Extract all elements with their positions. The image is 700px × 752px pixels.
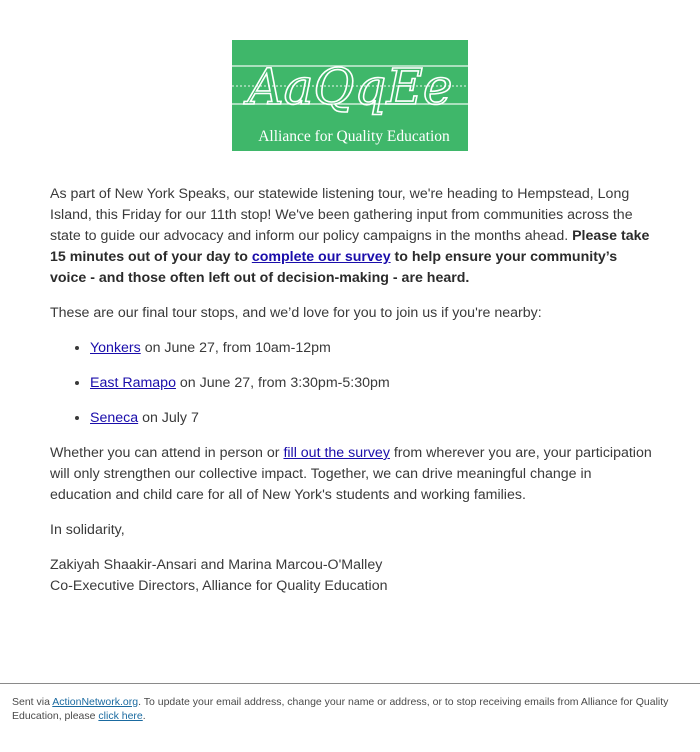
- footer-text-middle: . To update your email address, change your name or address, or to stop receiving emails from Alliance for Quality Education, please: [12, 696, 669, 722]
- email-footer: [0, 683, 700, 752]
- signature: [50, 555, 654, 597]
- stop-detail: on July 7: [138, 410, 199, 426]
- yonkers-link[interactable]: Yonkers: [90, 340, 141, 356]
- footer-text-end: .: [142, 710, 146, 722]
- logo-letters: AaQqEe: [247, 58, 453, 116]
- logo-org-name: Alliance for Quality Education: [258, 128, 450, 145]
- list-item: [90, 373, 654, 394]
- stop-detail: on June 27, from 10am-12pm: [140, 340, 331, 356]
- tour-stops-list: [50, 338, 654, 429]
- complete-survey-link[interactable]: complete our survey: [251, 249, 391, 265]
- closing-text-end: from wherever you are, your participation will only strengthen our collective impact. Together, we can drive meaningful change in education and child care for all of New York's students and working families.: [50, 445, 652, 503]
- salutation: In solidarity,: [50, 522, 125, 538]
- stop-detail: on June 27, from 3:30pm-5:30pm: [175, 375, 390, 391]
- email-body: [50, 184, 654, 611]
- closing-text-start: Whether you can attend in person or: [50, 445, 284, 461]
- seneca-link[interactable]: Seneca: [90, 410, 139, 426]
- unsubscribe-click-here-link[interactable]: click here: [98, 710, 143, 722]
- intro-text: As part of New York Speaks, our statewide listening tour, we're heading to Hempstead, Long Island, this Friday for our 11th stop! We've been gathering input from communities across the state to guide our advocacy and inform our policy campaigns in the months ahead.: [50, 186, 633, 244]
- closing-paragraph: [50, 443, 654, 506]
- signer-titles: Co-Executive Directors, Alliance for Quality Education: [50, 578, 388, 594]
- actionnetwork-link[interactable]: ActionNetwork.org: [52, 696, 139, 708]
- fill-out-survey-link[interactable]: fill out the survey: [283, 445, 390, 461]
- list-item: [90, 408, 654, 429]
- signer-names: Zakiyah Shaakir-Ansari and Marina Marcou-O'Malley: [50, 557, 383, 573]
- aqe-logo: [232, 40, 468, 151]
- footer-text-start: Sent via: [12, 696, 53, 708]
- list-item: [90, 338, 654, 359]
- intro-paragraph: [50, 184, 654, 289]
- cta-text-start: Please take 15 minutes out of your day to: [50, 228, 650, 265]
- stops-intro: These are our final tour stops, and we’d love for you to join us if you're nearby:: [50, 305, 542, 321]
- cta-text-end: to help ensure your community’s voice - and those often left out of decision-making - are heard.: [50, 249, 618, 286]
- east-ramapo-link[interactable]: East Ramapo: [90, 375, 176, 391]
- logo-graphic: [232, 40, 468, 151]
